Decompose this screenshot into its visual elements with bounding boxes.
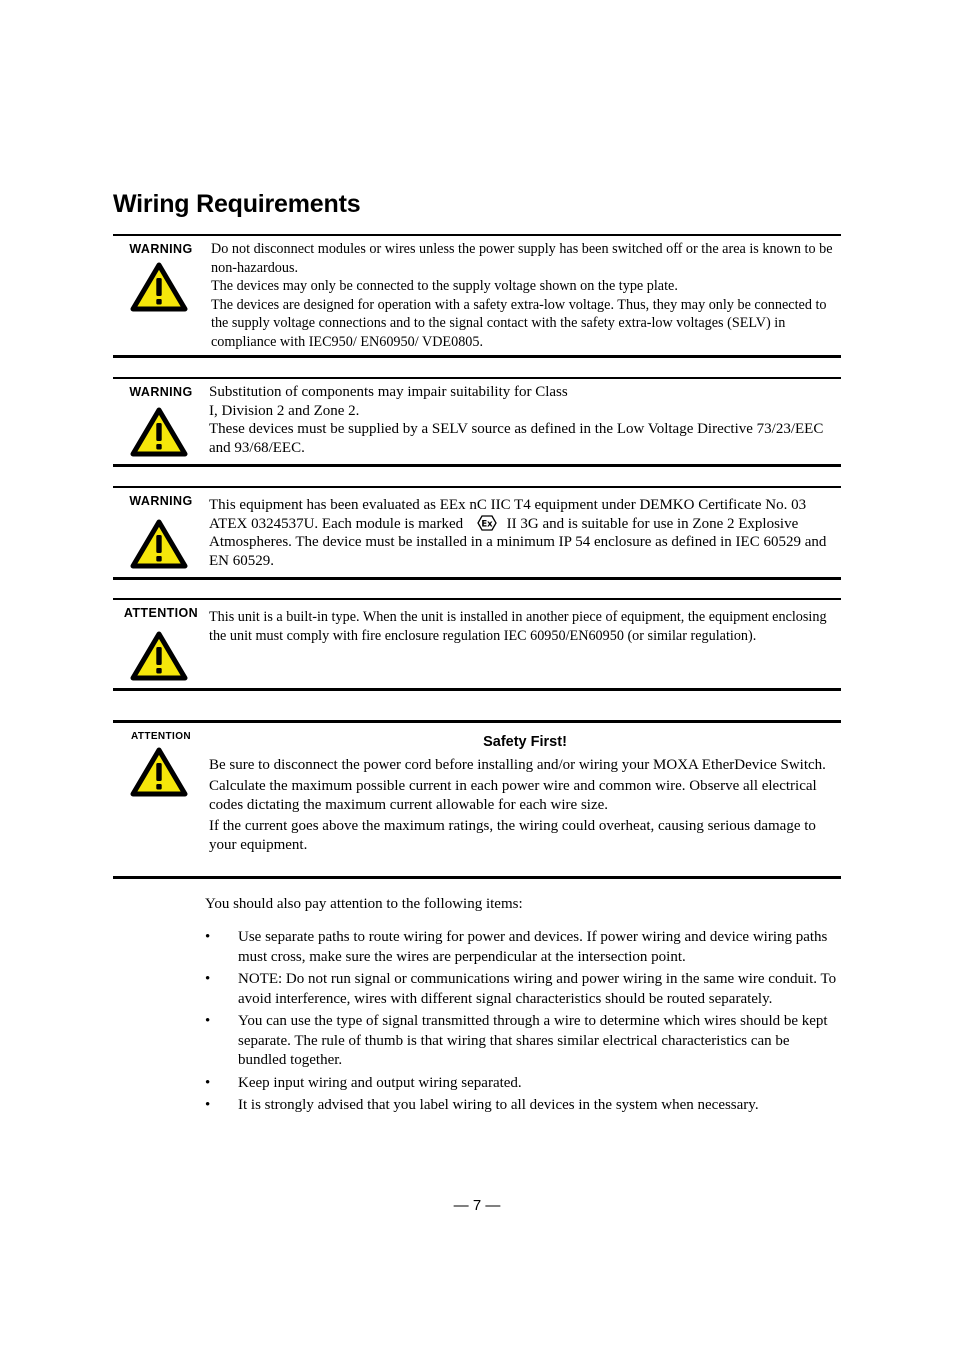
attention-text — [209, 608, 841, 645]
warning-line: These devices must be supplied by a SELV source as defined in the Low Voltage Directive 73/23/EEC and 93/68/EEC. — [209, 421, 824, 456]
warning-label: WARNING — [129, 242, 193, 256]
list-item-text: NOTE: Do not run signal or communications wiring and power wiring in the same wire conduit. To avoid interference, wires with different signal characteristics should be routed separately. — [238, 971, 837, 1007]
warning-line: I, Division 2 and Zone 2. — [209, 402, 360, 419]
page-number: — 7 — — [453, 1197, 501, 1214]
attention-text — [209, 729, 841, 857]
warning-line: The devices may only be connected to the supply voltage shown on the type plate. — [211, 278, 678, 294]
list-item — [205, 928, 841, 967]
warning-label: WARNING — [129, 494, 193, 508]
atex-text-after: II 3G and is suitable for use in Zone 2 Explosive Atmospheres. The device must be installed in a minimum IP 54 enclosure as defined in IEC 60529 and EN 60529. — [209, 515, 827, 569]
bullet-icon: • — [205, 1074, 211, 1091]
wiring-guidelines-list — [205, 928, 841, 1119]
list-item — [205, 1074, 841, 1094]
ex-explosion-protection-icon — [477, 515, 497, 531]
list-item-text: You can use the type of signal transmitted through a wire to determine which wires should be kept separate. The rule of thumb is that wiring that shares similar electrical characteristics can be bundled together. — [238, 1013, 828, 1068]
warning-text — [209, 496, 841, 570]
safety-paragraph: Calculate the maximum possible current in each power wire and common wire. Observe all electrical codes dictating the maximum current allowable for each wire size. — [209, 778, 817, 813]
warning-icon — [130, 747, 188, 797]
attention-line: This unit is a built-in type. When the unit is installed in another piece of equipment, the equipment enclosing the unit must comply with fire enclosure regulation IEC 60950/EN60950 (or similar regulation). — [209, 609, 827, 644]
warning-line: Do not disconnect modules or wires unless the power supply has been switched off or the area is known to be non-hazardous. — [211, 241, 833, 276]
warning-box-substitution — [113, 377, 841, 467]
warning-line: Substitution of components may impair suitability for Class — [209, 384, 568, 400]
ex-mark-text: Ex — [481, 519, 493, 529]
bullet-icon: • — [205, 1013, 211, 1029]
warning-icon — [130, 262, 188, 312]
atex-text-before: This equipment has been evaluated as EEx nC IIC T4 equipment under DEMKO Certificate No. 03 ATEX 0324537U. Each module is marked — [209, 497, 807, 532]
list-item — [205, 970, 841, 1009]
warning-text — [211, 240, 841, 351]
bullet-icon: • — [205, 929, 211, 945]
warning-text — [209, 383, 841, 457]
safety-paragraph: If the current goes above the maximum ratings, the wiring could overheat, causing serious damage to your equipment. — [209, 818, 816, 853]
list-item-text: It is strongly advised that you label wiring to all devices in the system when necessary. — [238, 1097, 759, 1113]
warning-line: The devices are designed for operation with a safety extra-low voltage. Thus, they may only be connected to the supply voltage connections and to the signal contact with the safety extra-low voltages (SELV) in compliance with IEC950/ EN60950/ VDE0805. — [211, 296, 827, 350]
attention-label: ATTENTION — [130, 731, 192, 742]
page-title: Wiring Requirements — [113, 190, 361, 218]
attention-box-safety — [113, 720, 841, 879]
bullet-icon: • — [205, 1097, 211, 1113]
warning-icon — [130, 519, 188, 569]
warning-icon — [130, 631, 188, 681]
warning-box-power — [113, 234, 841, 358]
intro-text: You should also pay attention to the following items: — [205, 896, 523, 912]
list-item-text: Keep input wiring and output wiring separated. — [238, 1074, 522, 1091]
warning-icon — [130, 407, 188, 457]
bullet-icon: • — [205, 971, 211, 987]
attention-box-builtin — [113, 598, 841, 691]
warning-box-atex — [113, 486, 841, 580]
safety-heading: Safety First! — [483, 734, 567, 750]
list-item-text: Use separate paths to route wiring for power and devices. If power wiring and device wiring paths must cross, make sure the wires are perpendicular at the intersection point. — [238, 929, 828, 965]
warning-label: WARNING — [129, 385, 193, 399]
list-item — [205, 1096, 841, 1116]
list-item — [205, 1012, 841, 1071]
safety-paragraph: Be sure to disconnect the power cord before installing and/or wiring your MOXA EtherDevice Switch. — [209, 756, 826, 773]
attention-label: ATTENTION — [123, 606, 199, 620]
